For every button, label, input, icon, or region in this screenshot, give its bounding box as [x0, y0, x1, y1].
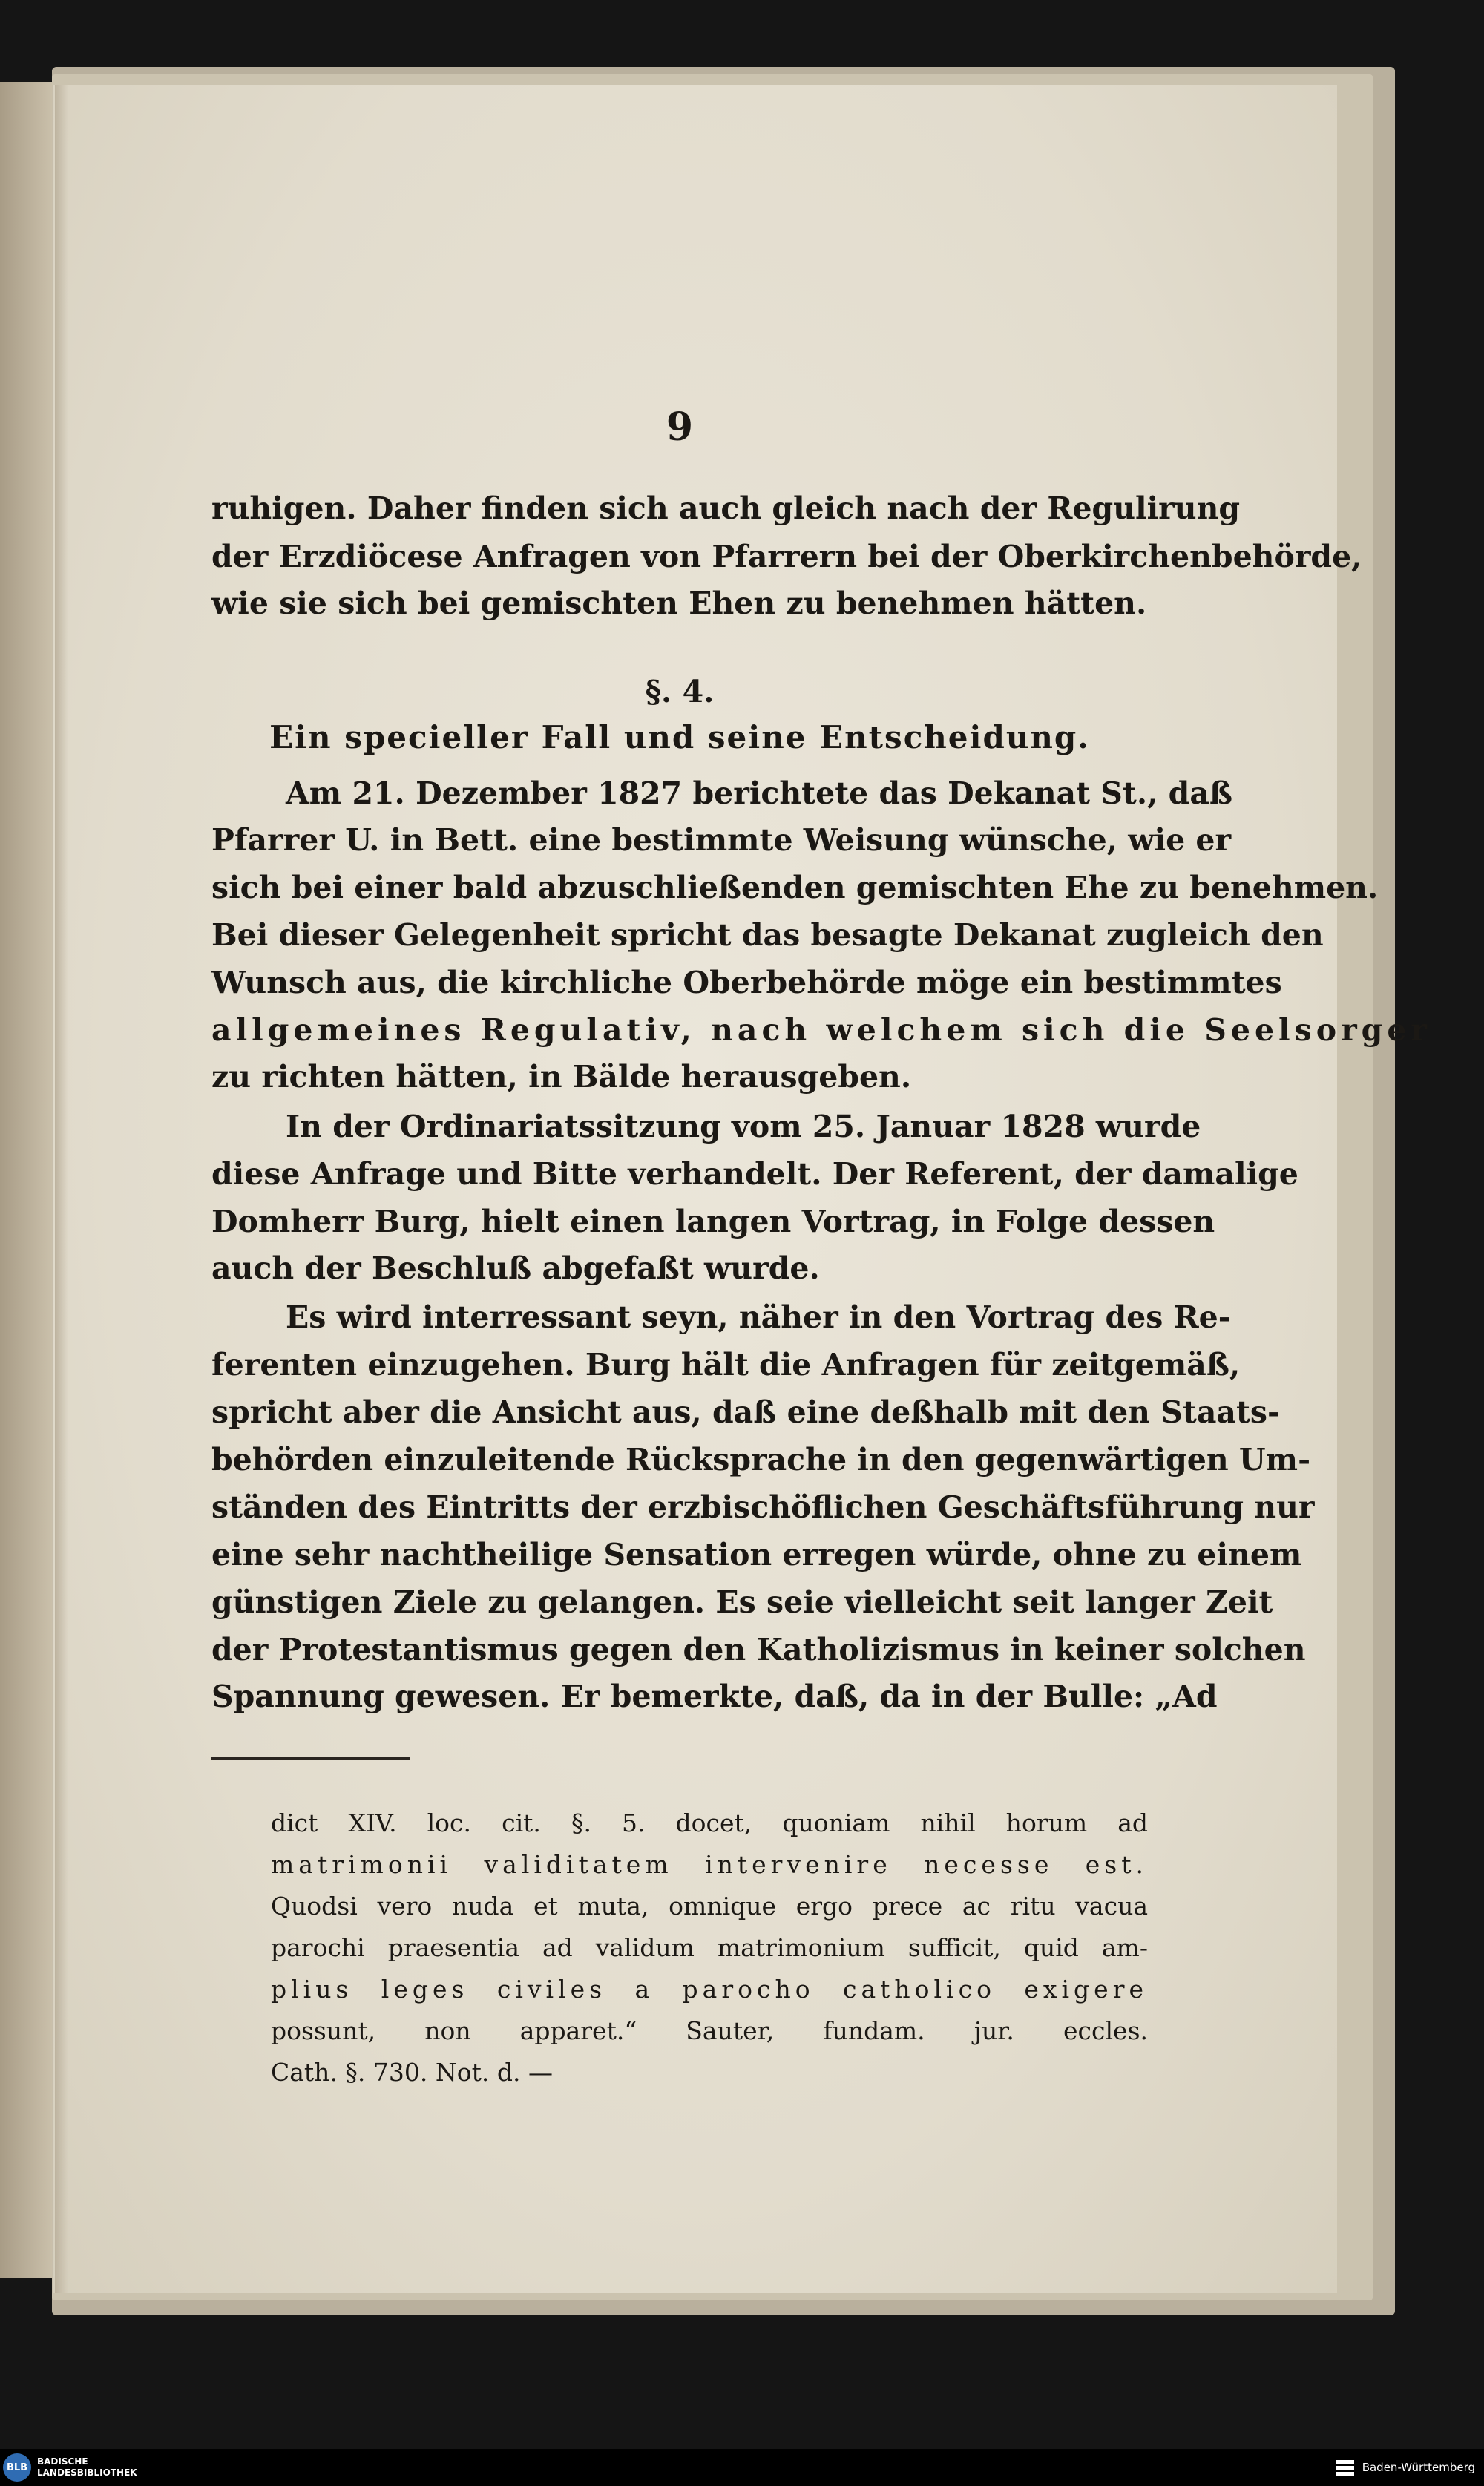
paragraph-line: In der Ordinariatssitzung vom 25. Januar 1828 wurde	[286, 1109, 1201, 1144]
paragraph-line: ferenten einzugehen. Burg hält die Anfragen für zeitgemäß,	[211, 1347, 1241, 1383]
facing-page-edge	[0, 82, 59, 2278]
body-line: wie sie sich bei gemischten Ehen zu benehmen hätten.	[211, 586, 1147, 621]
paragraph-line: Domherr Burg, hielt einen langen Vortrag, in Folge dessen	[211, 1204, 1215, 1239]
bw-logo[interactable]	[1334, 2455, 1475, 2480]
paragraph-line: behörden einzuleitende Rücksprache in den gegenwärtigen Um-	[211, 1442, 1311, 1478]
paragraph-line: zu richten hätten, in Bälde herausgeben.	[211, 1059, 912, 1095]
paragraph-line: spricht aber die Ansicht aus, daß eine deßhalb mit den Staats-	[211, 1394, 1280, 1430]
footnote-line: Cath. §. 730. Not. d. —	[271, 2058, 553, 2087]
paragraph-line: eine sehr nachtheilige Sensation erregen würde, ohne zu einem	[211, 1537, 1302, 1572]
footnote-line: parochi praesentia ad validum matrimonium sufficit, quid am-	[271, 1933, 1148, 1962]
paragraph-line: günstigen Ziele zu gelangen. Es seie vielleicht seit langer Zeit	[211, 1584, 1273, 1620]
paragraph-line: ständen des Eintritts der erzbischöflichen Geschäftsführung nur	[211, 1489, 1315, 1525]
paragraph-line: sich bei einer bald abzuschließenden gemischten Ehe zu benehmen.	[211, 870, 1379, 905]
bw-name: Baden-Württemberg	[1362, 2461, 1475, 2474]
footnote-line: dict XIV. loc. cit. §. 5. docet, quoniam nihil horum ad	[271, 1808, 1148, 1837]
paragraph-line: Spannung gewesen. Er bemerkte, daß, da in der Bulle: „Ad	[211, 1679, 1218, 1714]
paragraph-line: auch der Beschluß abgefaßt wurde.	[211, 1250, 820, 1286]
gutter-shadow	[55, 85, 68, 2293]
paragraph-line: Es wird interressant seyn, näher in den Vortrag des Re-	[286, 1299, 1231, 1335]
blb-badge-icon: BLB	[3, 2453, 31, 2482]
paragraph-line: allgemeines Regulativ, nach welchem sich die Seelsorger	[211, 1012, 1432, 1048]
body-line: ruhigen. Daher finden sich auch gleich nach der Regulirung	[211, 491, 1241, 526]
footnote-rule	[211, 1757, 410, 1760]
book-page	[52, 85, 1432, 2293]
footnote-line: plius leges civiles a parocho catholico exigere	[271, 1975, 1148, 2004]
blb-logo[interactable]	[3, 2453, 137, 2482]
paragraph-line: Am 21. Dezember 1827 berichtete das Dekanat St., daß	[286, 775, 1233, 811]
body-line: der Erzdiöcese Anfragen von Pfarrern bei der Oberkirchenbehörde,	[211, 539, 1362, 574]
blb-name-line2: LANDESBIBLIOTHEK	[37, 2467, 137, 2478]
footnote-line: matrimonii validitatem intervenire necesse est.	[271, 1850, 1148, 1879]
paragraph-line: Pfarrer U. in Bett. eine bestimmte Weisung wünsche, wie er	[211, 822, 1232, 858]
section-number: §. 4.	[645, 674, 715, 709]
footnote-line: Quodsi vero nuda et muta, omnique ergo prece ac ritu vacua	[271, 1892, 1148, 1921]
section-title: Ein specieller Fall und seine Entscheidung.	[269, 719, 1090, 755]
page-number: 9	[666, 404, 694, 450]
paragraph-line: Bei dieser Gelegenheit spricht das besagte Dekanat zugleich den	[211, 917, 1324, 953]
footnote-line: possunt, non apparet.“ Sauter, fundam. jur. eccles.	[271, 2016, 1148, 2045]
blb-name	[37, 2456, 137, 2479]
paragraph-line: diese Anfrage und Bitte verhandelt. Der Referent, der damalige	[211, 1156, 1298, 1192]
footer-bar	[0, 2449, 1484, 2486]
lion-crest-icon	[1334, 2456, 1356, 2479]
blb-name-line1: BADISCHE	[37, 2456, 88, 2467]
paragraph-line: Wunsch aus, die kirchliche Oberbehörde möge ein bestimmtes	[211, 965, 1282, 1000]
paragraph-line: der Protestantismus gegen den Katholizismus in keiner solchen	[211, 1632, 1306, 1667]
